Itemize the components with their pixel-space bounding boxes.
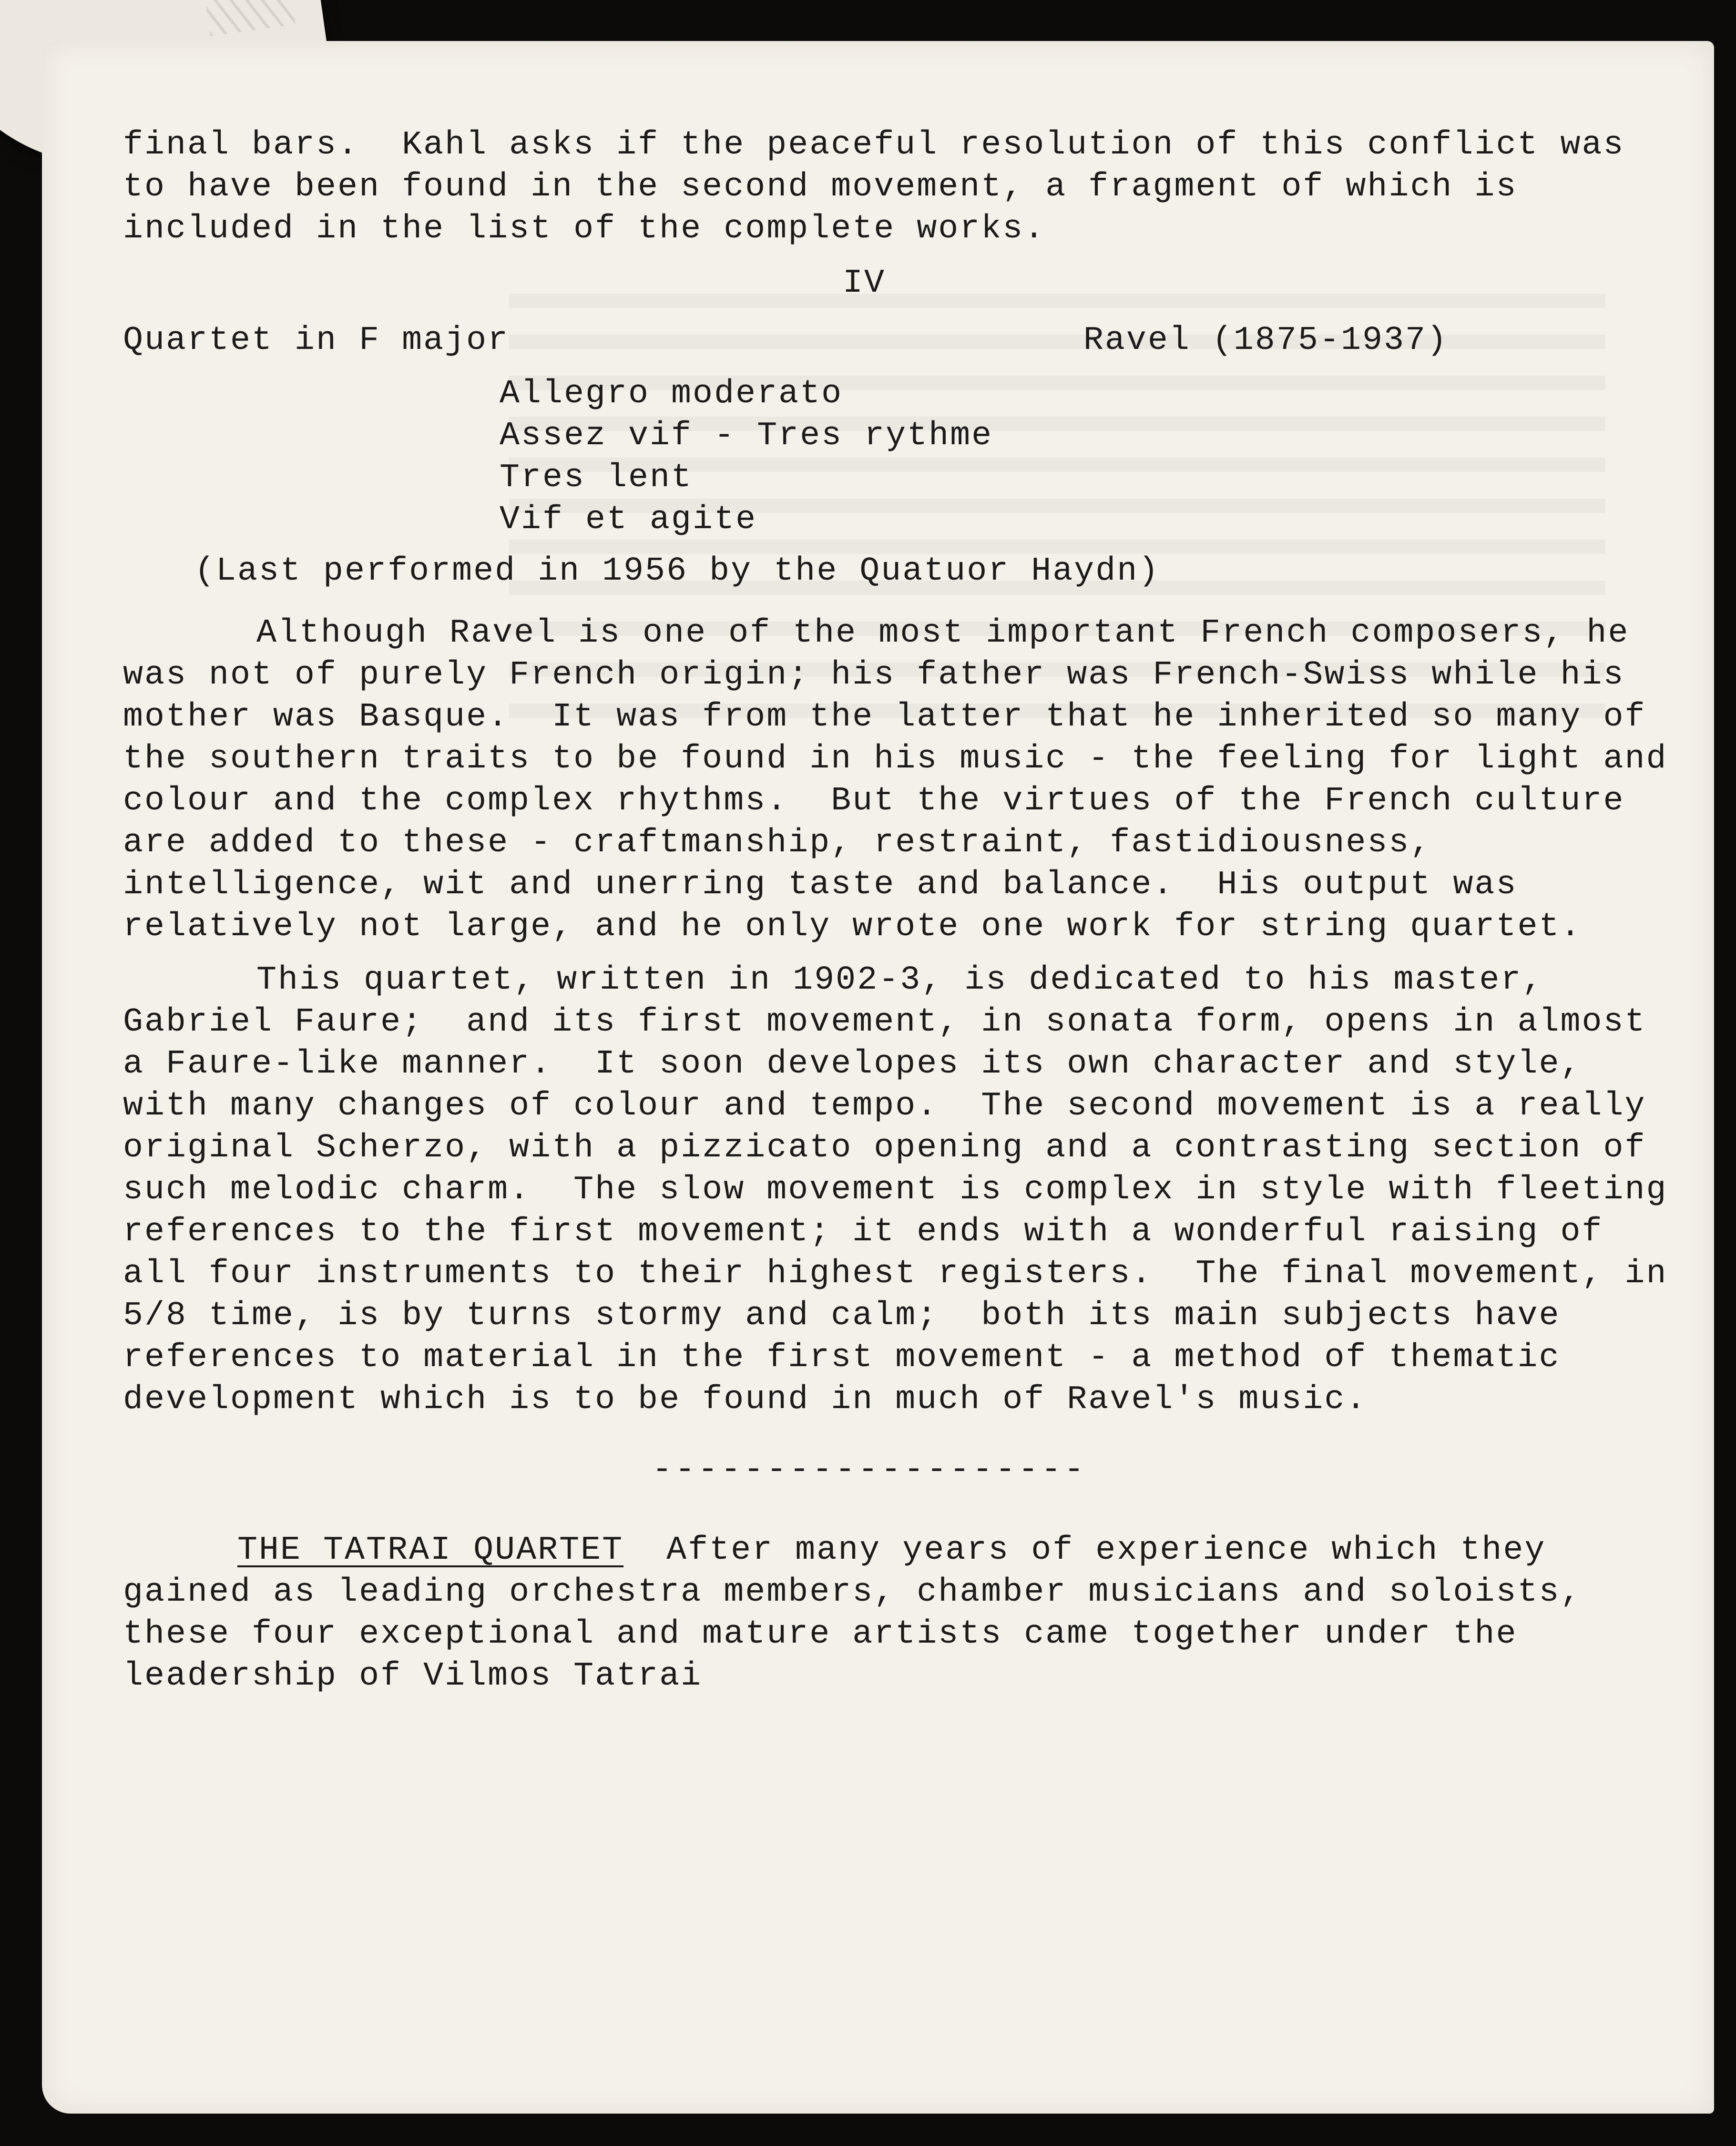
work-title: Quartet in F major (123, 322, 510, 359)
last-performed-note: (Last performed in 1956 by the Quatuor Haydn) (194, 552, 1160, 590)
program-note-paragraph: Although Ravel is one of the most important French composers, he was not of purely French origin; his father was French-Swiss while his mother was Basque. It was from the latter that he inherited so many of the southern traits to be found in his music - the feeling for light and colour and the complex rhythms. But the virtues of the French culture are added to these - craftmanship, restraint, fastidiousness, intelligence, wit and unerring taste and balance. His output was relatively not large, and he only wrote one work for string quartet. (123, 614, 1689, 946)
movement-item: Assez vif - Tres rythme (500, 417, 993, 455)
composer-name: Ravel (1875-1937) (1083, 322, 1448, 359)
section-number: IV (843, 265, 886, 302)
movement-item: Vif et agite (500, 501, 757, 539)
movement-item: Tres lent (500, 459, 693, 497)
ensemble-heading: THE TATRAI QUARTET (237, 1532, 624, 1569)
document-page (42, 41, 1714, 2114)
program-note-paragraph: This quartet, written in 1902-3, is dedicated to his master, Gabriel Faure; and its first movement, in sonata form, opens in almost a Faure-like manner. It soon developes its own character and style, with many changes of colour and tempo. The second movement is a really original Scherzo, with a pizzicato opening and a contrasting section of such melodic charm. The slow movement is complex in style with fleeting references to the first movement; it ends with a wonderful raising of all four instruments to their highest registers. The final movement, in 5/8 time, is by turns stormy and calm; both its main subjects have references to material in the first movement - a method of thematic development which is to be found in much of Ravel's music. (123, 961, 1689, 1419)
ensemble-text: After many years of experience which they gained as leading orchestra members, chamber musicians and soloists, these four exceptional and mature artists came together under the leadership of Vilmos Tatrai (123, 1532, 1603, 1695)
continuation-paragraph: final bars. Kahl asks if the peaceful resolution of this conflict was to have been found in the second movement, a fragment of which is included in the list of the complete works. (123, 126, 1646, 248)
work-heading (123, 320, 1448, 362)
ensemble-paragraph (123, 1530, 1686, 1697)
section-divider: ------------------- (652, 1451, 1087, 1489)
page-content (123, 124, 1689, 1697)
movement-item: Allegro moderato (500, 375, 843, 413)
background-paper-print (200, 0, 296, 36)
movement-list (500, 373, 1686, 541)
